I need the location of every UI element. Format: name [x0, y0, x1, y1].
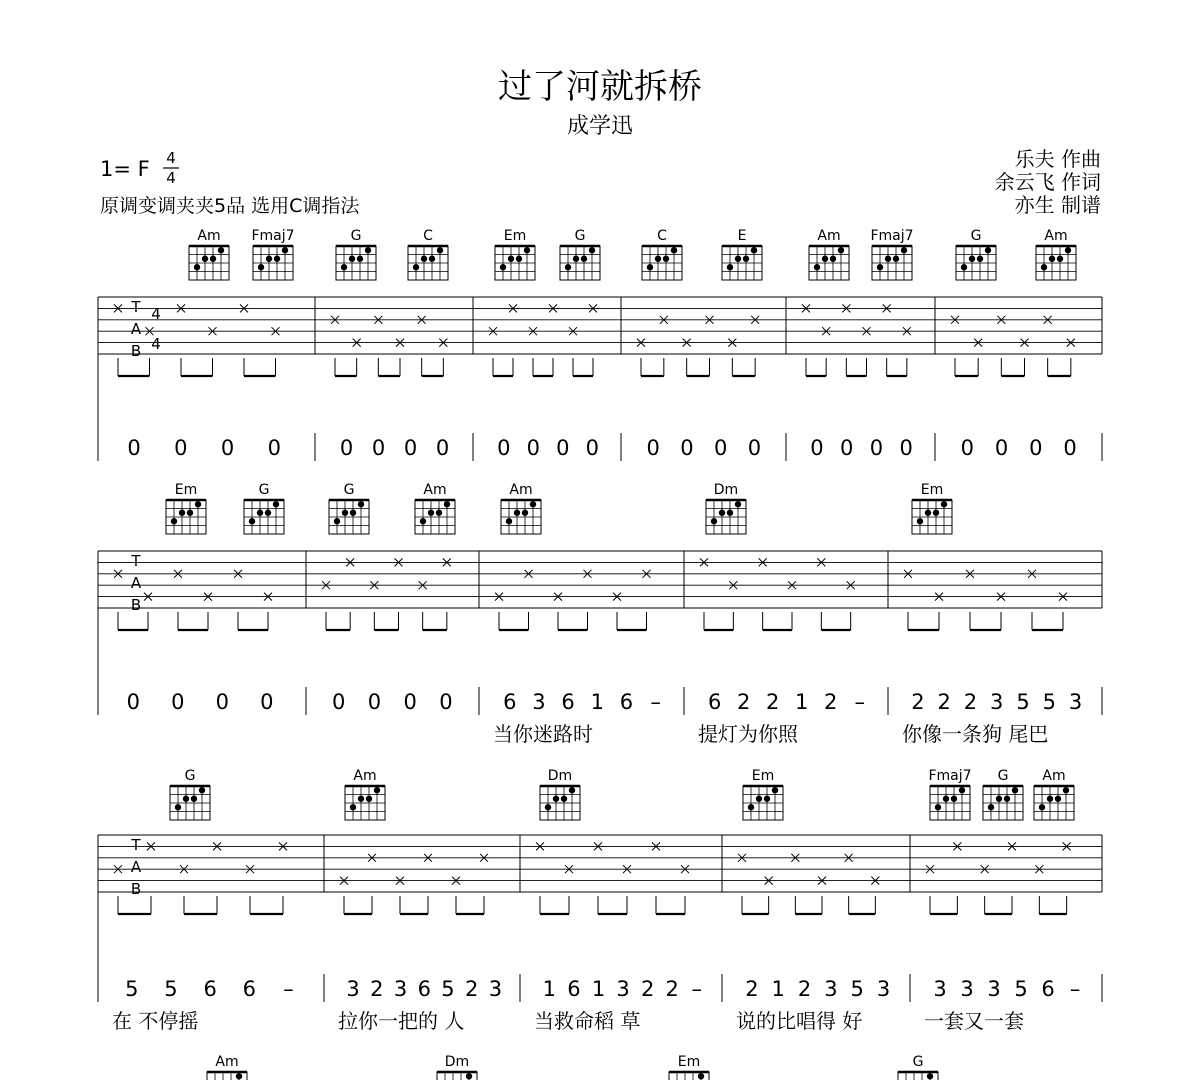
- chord-finger-dot: [573, 256, 579, 262]
- chord-name: G: [970, 228, 982, 244]
- chord-name: Dm: [547, 768, 573, 784]
- capo-note: 原调变调夹夹5品 选用C调指法: [100, 195, 360, 217]
- chord-finger-dot: [756, 796, 762, 802]
- jianpu-note: 0: [174, 436, 188, 460]
- chord-finger-dot: [727, 510, 733, 516]
- chord-name: Dm: [713, 482, 739, 498]
- jianpu-note: 2: [766, 690, 780, 714]
- lyric-line: 当救命稻 草: [534, 1009, 641, 1033]
- chord-name: Em: [503, 228, 527, 244]
- jianpu-note: 3: [876, 977, 891, 1001]
- chord-finger-dot: [1057, 256, 1063, 262]
- jianpu-note: 0: [899, 436, 913, 460]
- jianpu-note: 1: [542, 977, 557, 1001]
- chord-finger-dot: [988, 804, 994, 810]
- chord-finger-dot: [751, 247, 757, 253]
- lyric-line: 拉你一把的 人: [338, 1009, 465, 1033]
- chord-name: Am: [215, 1054, 239, 1070]
- tab-clef-letter: T: [131, 552, 141, 570]
- chord-finger-dot: [698, 1073, 704, 1079]
- tab-clef-letter: T: [131, 836, 141, 854]
- jianpu-note: 0: [435, 436, 450, 460]
- chord-finger-dot: [273, 501, 279, 507]
- jianpu-note: 6: [203, 977, 217, 1001]
- tab-clef-letter: B: [130, 880, 142, 898]
- chord-finger-dot: [524, 247, 530, 253]
- chord-finger-dot: [437, 247, 443, 253]
- jianpu-note: 2: [911, 690, 925, 714]
- chord-finger-dot: [516, 256, 522, 262]
- chord-name: G: [184, 768, 196, 784]
- chord-name: C: [423, 228, 433, 244]
- jianpu-note: 2: [797, 977, 812, 1001]
- jianpu-note: 0: [332, 690, 346, 714]
- chord-finger-dot: [1063, 787, 1069, 793]
- jianpu-note: 6: [242, 977, 257, 1001]
- jianpu-note: 0: [371, 436, 386, 460]
- chord-finger-dot: [257, 510, 263, 516]
- chord-finger-dot: [358, 796, 364, 802]
- jianpu-note: 0: [994, 436, 1009, 460]
- jianpu-note: 1: [591, 977, 606, 1001]
- song-title: 过了河就拆桥: [498, 67, 702, 107]
- jianpu-note: 5: [1014, 977, 1028, 1001]
- jianpu-note: 0: [585, 436, 600, 460]
- chord-finger-dot: [663, 256, 669, 262]
- jianpu-note: 5: [441, 977, 455, 1001]
- chord-finger-dot: [671, 247, 677, 253]
- tab-system-1: [98, 228, 1102, 461]
- jianpu-note: –: [1069, 977, 1081, 1001]
- chord-finger-dot: [258, 264, 264, 270]
- chord-finger-dot: [508, 256, 514, 262]
- chord-finger-dot: [719, 510, 725, 516]
- jianpu-note: 0: [526, 436, 541, 460]
- jianpu-note: 0: [339, 436, 354, 460]
- jianpu-note: 0: [1029, 436, 1043, 460]
- jianpu-note: 0: [215, 690, 230, 714]
- chord-finger-dot: [969, 256, 975, 262]
- chord-finger-dot: [444, 501, 450, 507]
- chord-finger-dot: [735, 256, 741, 262]
- chord-finger-dot: [1049, 256, 1055, 262]
- transcriber-credit: 亦生 制谱: [1014, 193, 1101, 217]
- chord-finger-dot: [822, 256, 828, 262]
- tab-clef-letter: A: [130, 320, 142, 338]
- chord-finger-dot: [429, 256, 435, 262]
- chord-name: G: [912, 1054, 924, 1070]
- jianpu-note: 0: [367, 690, 382, 714]
- tab-systems: [98, 228, 1102, 1080]
- jianpu-note: 0: [220, 436, 235, 460]
- chord-finger-dot: [581, 256, 587, 262]
- chord-finger-dot: [1047, 796, 1053, 802]
- chord-finger-dot: [1004, 796, 1010, 802]
- chord-finger-dot: [218, 247, 224, 253]
- jianpu-note: 0: [267, 436, 281, 460]
- chord-name: G: [343, 482, 355, 498]
- chord-finger-dot: [342, 510, 348, 516]
- chord-name: G: [258, 482, 270, 498]
- chord-finger-dot: [366, 796, 372, 802]
- jianpu-note: –: [854, 690, 865, 714]
- chord-finger-dot: [195, 501, 201, 507]
- chord-finger-dot: [374, 787, 380, 793]
- chord-finger-dot: [1065, 247, 1071, 253]
- jianpu-note: 5: [164, 977, 178, 1001]
- jianpu-note: 6: [417, 977, 431, 1001]
- chord-name: Em: [920, 482, 944, 498]
- chord-finger-dot: [893, 256, 899, 262]
- chord-name: Fmaj7: [928, 768, 972, 784]
- jianpu-note: 2: [737, 690, 751, 714]
- time-signature-top: 4: [166, 149, 176, 167]
- chord-name: Am: [817, 228, 841, 244]
- chord-finger-dot: [365, 247, 371, 253]
- jianpu-note: 0: [810, 436, 824, 460]
- jianpu-note: 0: [869, 436, 884, 460]
- jianpu-note: 5: [125, 977, 139, 1001]
- jianpu-note: 1: [795, 690, 809, 714]
- chord-finger-dot: [877, 264, 883, 270]
- key-signature: 1= F: [100, 157, 150, 181]
- chord-finger-dot: [748, 804, 754, 810]
- chord-finger-dot: [421, 256, 427, 262]
- chord-name: Am: [353, 768, 377, 784]
- chord-finger-dot: [927, 1073, 933, 1079]
- jianpu-note: 3: [346, 977, 360, 1001]
- jianpu-note: 6: [561, 690, 575, 714]
- jianpu-note: 3: [488, 977, 503, 1001]
- chord-finger-dot: [901, 247, 907, 253]
- jianpu-note: –: [650, 690, 661, 714]
- lyric-line: 提灯为你照: [698, 722, 798, 746]
- chord-finger-dot: [545, 804, 551, 810]
- jianpu-note: 0: [960, 436, 974, 460]
- jianpu-note: 0: [839, 436, 854, 460]
- chord-name: Am: [197, 228, 221, 244]
- chord-name: Am: [1042, 768, 1066, 784]
- chord-finger-dot: [500, 264, 506, 270]
- jianpu-note: 0: [403, 436, 418, 460]
- chord-finger-dot: [265, 510, 271, 516]
- jianpu-note: 2: [464, 977, 479, 1001]
- chord-finger-dot: [941, 501, 947, 507]
- tab-clef-letter: T: [131, 298, 141, 316]
- jianpu-note: 1: [590, 690, 604, 714]
- chord-name: Fmaj7: [251, 228, 295, 244]
- jianpu-note: –: [283, 977, 294, 1001]
- chord-name: C: [657, 228, 667, 244]
- jianpu-note: 0: [680, 436, 694, 460]
- chord-finger-dot: [183, 796, 189, 802]
- lyric-line: 当你迷路时: [493, 722, 593, 746]
- jianpu-note: 0: [1063, 436, 1077, 460]
- jianpu-note: 0: [171, 690, 185, 714]
- jianpu-note: 3: [1068, 690, 1083, 714]
- jianpu-note: 0: [556, 436, 570, 460]
- lyric-line: 说的比唱得 好: [736, 1009, 863, 1033]
- chord-finger-dot: [249, 518, 255, 524]
- jianpu-note: 0: [439, 690, 453, 714]
- chord-name: Em: [751, 768, 775, 784]
- chord-name: Em: [677, 1054, 701, 1070]
- jianpu-note: 0: [127, 436, 141, 460]
- chord-finger-dot: [838, 247, 844, 253]
- chord-finger-dot: [179, 510, 185, 516]
- chord-finger-dot: [350, 804, 356, 810]
- jianpu-note: 3: [987, 977, 1001, 1001]
- jianpu-note: 0: [747, 436, 762, 460]
- jianpu-note: 2: [640, 977, 655, 1001]
- jianpu-note: 5: [850, 977, 864, 1001]
- chord-finger-dot: [191, 796, 197, 802]
- chord-finger-dot: [334, 518, 340, 524]
- chord-finger-dot: [350, 510, 356, 516]
- jianpu-note: 3: [616, 977, 630, 1001]
- jianpu-note: 6: [708, 690, 722, 714]
- chord-finger-dot: [727, 264, 733, 270]
- chord-name: Dm: [444, 1054, 470, 1070]
- chord-finger-dot: [959, 787, 965, 793]
- jianpu-note: 3: [824, 977, 838, 1001]
- chord-finger-dot: [187, 510, 193, 516]
- jianpu-note: 2: [937, 690, 951, 714]
- chord-finger-dot: [917, 518, 923, 524]
- chord-finger-dot: [814, 264, 820, 270]
- jianpu-note: 0: [646, 436, 660, 460]
- chord-finger-dot: [466, 1073, 472, 1079]
- jianpu-note: 0: [126, 690, 141, 714]
- chord-name: G: [350, 228, 362, 244]
- jianpu-note: 0: [497, 436, 511, 460]
- tab-clef-letter: A: [130, 574, 142, 592]
- jianpu-note: 3: [990, 690, 1004, 714]
- chord-finger-dot: [711, 518, 717, 524]
- chord-finger-dot: [764, 796, 770, 802]
- tab-system-4: [207, 1054, 938, 1080]
- chord-finger-dot: [514, 510, 520, 516]
- chord-name: Em: [174, 482, 198, 498]
- tab-time-bottom: 4: [151, 335, 161, 353]
- chord-finger-dot: [413, 264, 419, 270]
- chord-name: G: [574, 228, 586, 244]
- chord-finger-dot: [935, 804, 941, 810]
- chord-finger-dot: [977, 256, 983, 262]
- chord-finger-dot: [735, 501, 741, 507]
- chord-finger-dot: [885, 256, 891, 262]
- lyric-line: 你像一条狗 尾巴: [902, 722, 1049, 746]
- chord-finger-dot: [933, 510, 939, 516]
- chord-finger-dot: [961, 264, 967, 270]
- tab-time-top: 4: [151, 305, 161, 323]
- chord-finger-dot: [341, 264, 347, 270]
- chord-finger-dot: [175, 804, 181, 810]
- tab-clef-letter: B: [130, 596, 142, 614]
- tab-clef-letter: B: [130, 342, 142, 360]
- jianpu-note: 0: [403, 690, 417, 714]
- chord-finger-dot: [943, 796, 949, 802]
- chord-finger-dot: [569, 787, 575, 793]
- chord-finger-dot: [589, 247, 595, 253]
- chord-finger-dot: [925, 510, 931, 516]
- jianpu-note: 6: [503, 690, 517, 714]
- chord-finger-dot: [743, 256, 749, 262]
- chord-finger-dot: [266, 256, 272, 262]
- chord-finger-dot: [194, 264, 200, 270]
- chord-finger-dot: [530, 501, 536, 507]
- chord-finger-dot: [565, 264, 571, 270]
- chord-finger-dot: [655, 256, 661, 262]
- lyric-line: 在 不停摇: [112, 1009, 199, 1033]
- tab-system-2: [98, 482, 1102, 746]
- jianpu-note: 0: [260, 690, 274, 714]
- chord-finger-dot: [171, 518, 177, 524]
- chord-finger-dot: [1055, 796, 1061, 802]
- time-signature-bottom: 4: [166, 169, 176, 187]
- chord-finger-dot: [985, 247, 991, 253]
- jianpu-note: –: [691, 977, 703, 1001]
- chord-finger-dot: [274, 256, 280, 262]
- jianpu-note: 3: [960, 977, 974, 1001]
- tab-system-3: [98, 768, 1102, 1033]
- lyric-line: 一套又一套: [924, 1009, 1024, 1033]
- composer-credit: 乐夫 作曲: [1014, 147, 1101, 171]
- chord-name: G: [997, 768, 1009, 784]
- chord-finger-dot: [420, 518, 426, 524]
- chord-finger-dot: [996, 796, 1002, 802]
- chord-finger-dot: [553, 796, 559, 802]
- chord-finger-dot: [647, 264, 653, 270]
- chord-finger-dot: [236, 1073, 242, 1079]
- chord-finger-dot: [522, 510, 528, 516]
- chord-finger-dot: [1039, 804, 1045, 810]
- chord-finger-dot: [506, 518, 512, 524]
- chord-name: Am: [1044, 228, 1068, 244]
- jianpu-note: 6: [619, 690, 634, 714]
- chord-name: Am: [509, 482, 533, 498]
- chord-finger-dot: [199, 787, 205, 793]
- chord-name: E: [737, 228, 747, 244]
- chord-name: Fmaj7: [870, 228, 914, 244]
- chord-finger-dot: [772, 787, 778, 793]
- jianpu-note: 5: [1042, 690, 1057, 714]
- jianpu-note: 6: [567, 977, 581, 1001]
- chord-name: Am: [423, 482, 447, 498]
- jianpu-note: 2: [824, 690, 838, 714]
- chord-finger-dot: [210, 256, 216, 262]
- jianpu-note: 3: [393, 977, 408, 1001]
- artist-name: 成学迅: [566, 114, 634, 139]
- lyricist-credit: 余云飞 作词: [994, 170, 1101, 194]
- chord-finger-dot: [951, 796, 957, 802]
- jianpu-note: 3: [933, 977, 947, 1001]
- chord-finger-dot: [428, 510, 434, 516]
- jianpu-note: 6: [1041, 977, 1055, 1001]
- jianpu-note: 1: [771, 977, 785, 1001]
- chord-finger-dot: [358, 501, 364, 507]
- jianpu-note: 5: [1016, 690, 1030, 714]
- jianpu-note: 3: [532, 690, 546, 714]
- jianpu-note: 2: [963, 690, 978, 714]
- chord-finger-dot: [1012, 787, 1018, 793]
- chord-finger-dot: [561, 796, 567, 802]
- jianpu-note: 2: [370, 977, 384, 1001]
- chord-finger-dot: [282, 247, 288, 253]
- chord-finger-dot: [830, 256, 836, 262]
- chord-finger-dot: [436, 510, 442, 516]
- jianpu-note: 2: [745, 977, 759, 1001]
- jianpu-note: 0: [713, 436, 728, 460]
- chord-finger-dot: [349, 256, 355, 262]
- chord-finger-dot: [1041, 264, 1047, 270]
- tab-clef-letter: A: [130, 858, 142, 876]
- chord-finger-dot: [202, 256, 208, 262]
- jianpu-note: 2: [665, 977, 679, 1001]
- chord-finger-dot: [357, 256, 363, 262]
